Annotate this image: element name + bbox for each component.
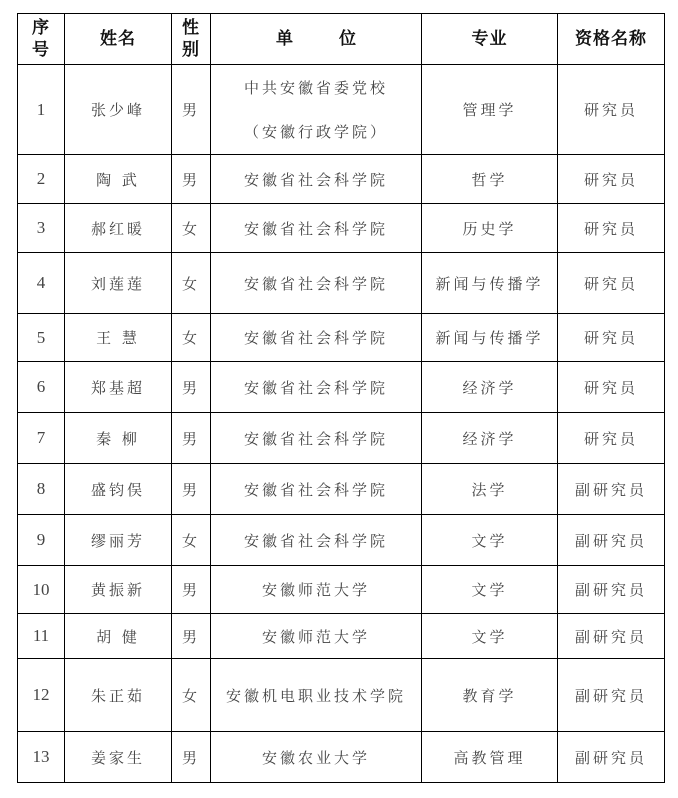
- table-row: [18, 464, 665, 515]
- cell-unit: 安徽省社会科学院: [211, 155, 422, 204]
- cell-unit: 安徽省社会科学院: [211, 464, 422, 515]
- qualification-list-table: [17, 13, 665, 783]
- cell-gender: 男: [172, 464, 211, 515]
- cell-unit: 安徽省社会科学院: [211, 413, 422, 464]
- cell-major: 哲学: [422, 155, 558, 204]
- table-row: [18, 566, 665, 614]
- cell-gender: 男: [172, 65, 211, 155]
- cell-unit: 安徽省社会科学院: [211, 314, 422, 362]
- cell-unit: 安徽机电职业技术学院: [211, 659, 422, 732]
- cell-index: 1: [18, 65, 65, 155]
- cell-unit: 安徽师范大学: [211, 614, 422, 659]
- cell-name: 王 慧: [65, 314, 172, 362]
- cell-qualification: 副研究员: [558, 614, 665, 659]
- table-row: [18, 659, 665, 732]
- cell-qualification: 研究员: [558, 314, 665, 362]
- cell-major: 文学: [422, 515, 558, 566]
- cell-qualification: 研究员: [558, 413, 665, 464]
- cell-index: 9: [18, 515, 65, 566]
- cell-index: 8: [18, 464, 65, 515]
- cell-qualification: 副研究员: [558, 566, 665, 614]
- cell-major: 新闻与传播学: [422, 253, 558, 314]
- cell-gender: 男: [172, 614, 211, 659]
- cell-qualification: 副研究员: [558, 732, 665, 783]
- cell-unit: 安徽省社会科学院: [211, 253, 422, 314]
- cell-qualification: 研究员: [558, 253, 665, 314]
- header-row: [18, 14, 665, 65]
- cell-name: 郑基超: [65, 362, 172, 413]
- cell-major: 教育学: [422, 659, 558, 732]
- cell-index: 4: [18, 253, 65, 314]
- cell-qualification: 研究员: [558, 204, 665, 253]
- cell-index: 10: [18, 566, 65, 614]
- cell-unit: 中共安徽省委党校 （安徽行政学院）: [211, 65, 422, 155]
- header-qualification: 资格名称: [558, 14, 665, 65]
- cell-unit: 安徽省社会科学院: [211, 204, 422, 253]
- table-row: [18, 155, 665, 204]
- cell-name: 郝红暖: [65, 204, 172, 253]
- cell-gender: 男: [172, 732, 211, 783]
- cell-name: 姜家生: [65, 732, 172, 783]
- cell-gender: 女: [172, 659, 211, 732]
- cell-qualification: 副研究员: [558, 659, 665, 732]
- cell-gender: 女: [172, 515, 211, 566]
- table-row: [18, 362, 665, 413]
- header-major: 专业: [422, 14, 558, 65]
- table-row: [18, 253, 665, 314]
- cell-gender: 女: [172, 314, 211, 362]
- cell-index: 12: [18, 659, 65, 732]
- cell-name: 朱正茹: [65, 659, 172, 732]
- cell-gender: 女: [172, 204, 211, 253]
- cell-index: 6: [18, 362, 65, 413]
- cell-qualification: 研究员: [558, 155, 665, 204]
- cell-index: 3: [18, 204, 65, 253]
- cell-unit: 安徽省社会科学院: [211, 515, 422, 566]
- cell-name: 刘莲莲: [65, 253, 172, 314]
- cell-name: 盛钧俣: [65, 464, 172, 515]
- cell-unit: 安徽农业大学: [211, 732, 422, 783]
- header-unit: 单 位: [211, 14, 422, 65]
- header-name: 姓名: [65, 14, 172, 65]
- cell-index: 2: [18, 155, 65, 204]
- header-index: 序 号: [18, 14, 65, 65]
- cell-major: 历史学: [422, 204, 558, 253]
- cell-gender: 男: [172, 155, 211, 204]
- table-row: [18, 732, 665, 783]
- cell-gender: 男: [172, 362, 211, 413]
- cell-name: 张少峰: [65, 65, 172, 155]
- cell-major: 经济学: [422, 362, 558, 413]
- cell-major: 管理学: [422, 65, 558, 155]
- cell-major: 高教管理: [422, 732, 558, 783]
- cell-name: 陶 武: [65, 155, 172, 204]
- header-gender: 性 别: [172, 14, 211, 65]
- cell-gender: 男: [172, 566, 211, 614]
- table-row: [18, 204, 665, 253]
- cell-unit: 安徽省社会科学院: [211, 362, 422, 413]
- cell-qualification: 副研究员: [558, 464, 665, 515]
- cell-name: 黄振新: [65, 566, 172, 614]
- cell-major: 法学: [422, 464, 558, 515]
- cell-qualification: 副研究员: [558, 515, 665, 566]
- cell-gender: 女: [172, 253, 211, 314]
- table-row: [18, 314, 665, 362]
- table-row: [18, 614, 665, 659]
- table-row: [18, 65, 665, 155]
- cell-index: 7: [18, 413, 65, 464]
- table-row: [18, 413, 665, 464]
- table-row: [18, 515, 665, 566]
- cell-name: 缪丽芳: [65, 515, 172, 566]
- cell-major: 文学: [422, 614, 558, 659]
- cell-index: 5: [18, 314, 65, 362]
- cell-name: 秦 柳: [65, 413, 172, 464]
- cell-qualification: 研究员: [558, 65, 665, 155]
- cell-index: 13: [18, 732, 65, 783]
- cell-major: 新闻与传播学: [422, 314, 558, 362]
- cell-name: 胡 健: [65, 614, 172, 659]
- cell-major: 文学: [422, 566, 558, 614]
- cell-unit: 安徽师范大学: [211, 566, 422, 614]
- cell-index: 11: [18, 614, 65, 659]
- cell-qualification: 研究员: [558, 362, 665, 413]
- cell-major: 经济学: [422, 413, 558, 464]
- cell-gender: 男: [172, 413, 211, 464]
